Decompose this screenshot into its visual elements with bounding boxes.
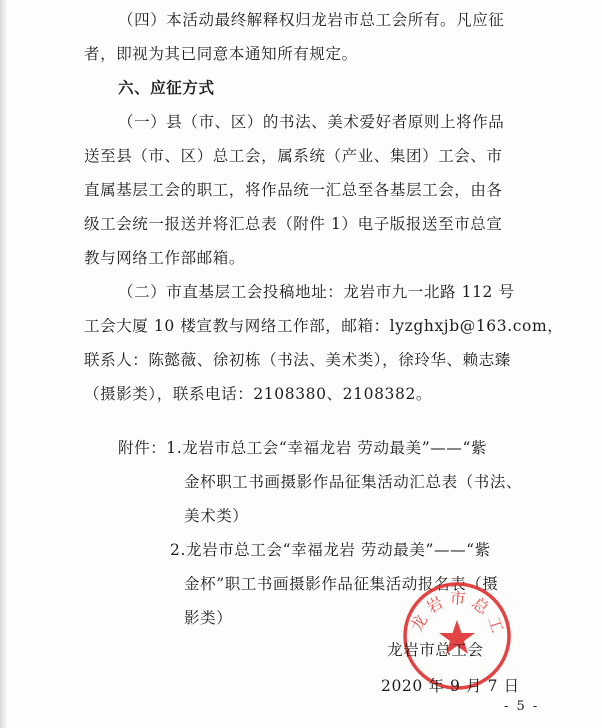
para-6-2-line1: （二）市直基层工会投稿地址：龙岩市九一北路 112 号 xyxy=(118,283,515,301)
attachment-2-line3: 影类） xyxy=(184,609,233,627)
attachment-2-line1: 2.龙岩市总工会“幸福龙岩 劳动最美”——“紫 xyxy=(170,541,491,559)
para-6-1-line3: 直属基层工会的职工，将作品统一汇总至各基层工会，由各 xyxy=(84,181,503,199)
scan-edge-shadow xyxy=(0,0,8,728)
para-6-1-line2: 送至县（市、区）总工会，属系统（产业、集团）工会、市 xyxy=(84,147,503,165)
para-item-4-line1: （四）本活动最终解释权归龙岩市总工会所有。凡应征 xyxy=(118,11,505,29)
para-6-1-line4: 级工会统一报送并将汇总表（附件 1）电子版报送至市总宣 xyxy=(84,215,503,233)
signing-date: 2020 年 9 月 7 日 xyxy=(381,677,520,695)
para-item-4-line2: 者，即视为其已同意本通知所有规定。 xyxy=(84,45,358,63)
attachment-2-line2: 金杯”职工书画摄影作品征集活动报名表（摄 xyxy=(184,575,499,593)
attachment-1-line1: 附件：1.龙岩市总工会“幸福龙岩 劳动最美”——“紫 xyxy=(118,439,488,457)
attachment-1-line2: 金杯职工书画摄影作品征集活动汇总表（书法、 xyxy=(184,473,523,491)
section-heading-6: 六、应征方式 xyxy=(118,78,215,97)
para-6-2-line3: 联系人：陈懿薇、徐初栋（书法、美术类），徐玲华、赖志臻 xyxy=(84,351,511,369)
signing-organization: 龙岩市总工会 xyxy=(387,641,484,659)
para-6-2-line2: 工会大厦 10 楼宣教与网络工作部，邮箱：lyzghxjb@163.com， xyxy=(84,317,564,335)
seal-text: 龙岩市总工 xyxy=(408,590,507,640)
page-number: - 5 - xyxy=(504,699,540,714)
para-6-1-line1: （一）县（市、区）的书法、美术爱好者原则上将作品 xyxy=(118,113,505,131)
attachment-1-line3: 美术类） xyxy=(184,507,249,525)
para-6-2-line4: （摄影类），联系电话：2108380、2108382。 xyxy=(84,385,433,403)
para-6-1-line5: 教与网络工作部邮箱。 xyxy=(84,249,246,267)
